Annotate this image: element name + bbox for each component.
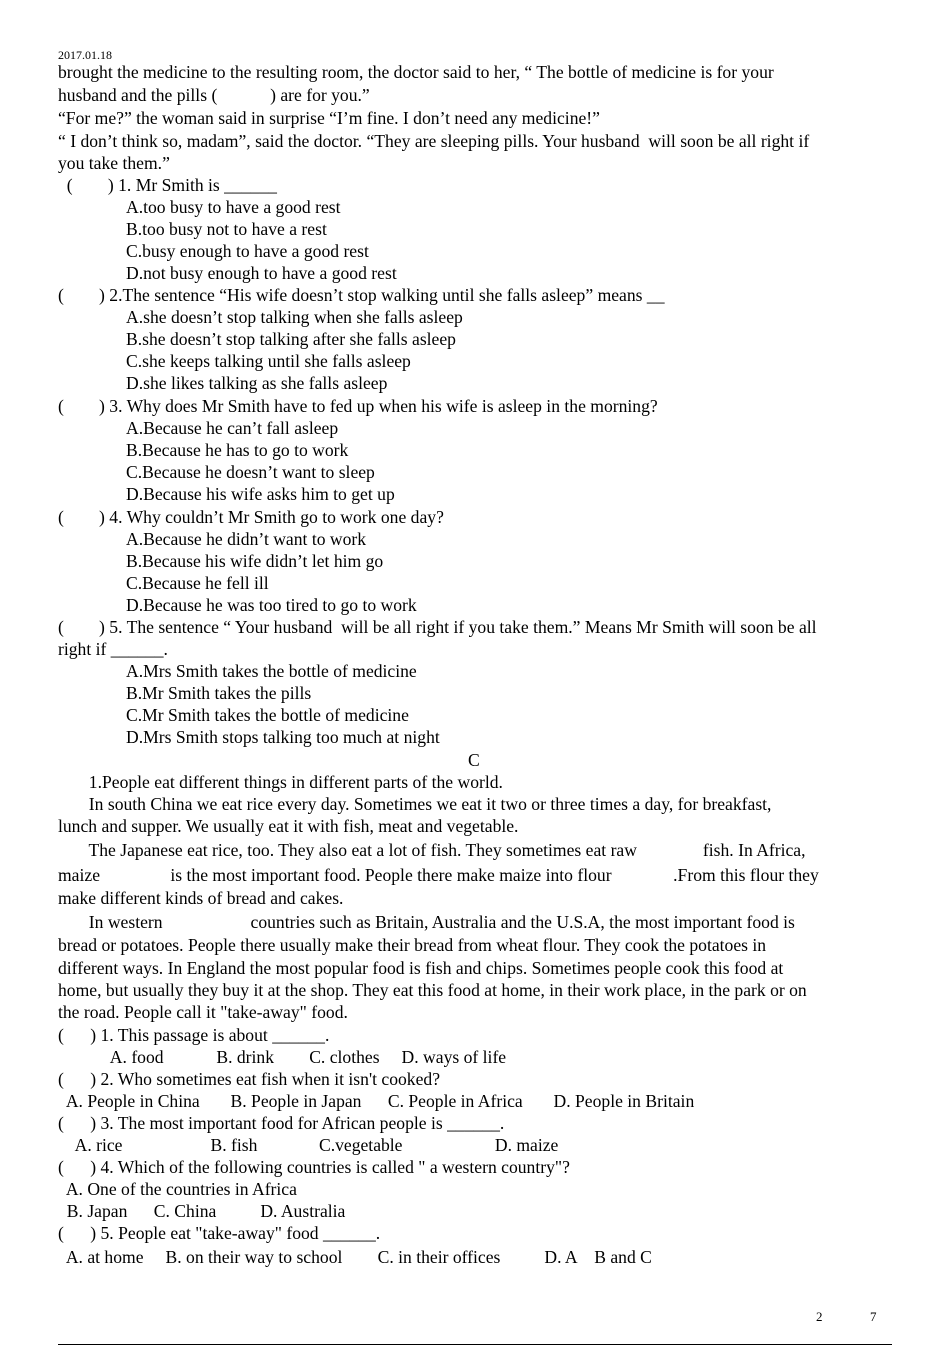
question-line: A. food B. drink C. clothes D. ways of life <box>58 1047 507 1067</box>
section-heading: C <box>468 750 480 770</box>
question-line: ( ) 5. People eat "take-away" food ______. <box>58 1223 381 1243</box>
question-stem: ( ) 2.The sentence “His wife doesn’t stop walking until she falls asleep” means __ <box>58 285 665 305</box>
answer-option: A.Mrs Smith takes the bottle of medicine <box>126 661 417 681</box>
answer-option: C.she keeps talking until she falls asleep <box>126 351 411 371</box>
passage-line: you take them.” <box>58 153 170 173</box>
question-line: A. One of the countries in Africa <box>58 1179 297 1199</box>
passage-line: 1.People eat different things in different parts of the world. <box>58 772 503 792</box>
answer-option: B.Because he has to go to work <box>126 440 349 460</box>
question-line: ( ) 4. Which of the following countries is called " a western country"? <box>58 1157 570 1177</box>
question-line: A. People in China B. People in Japan C. People in Africa D. People in Britain <box>58 1091 695 1111</box>
answer-option: A.Because he can’t fall asleep <box>126 418 339 438</box>
answer-option: A.she doesn’t stop talking when she falls asleep <box>126 307 463 327</box>
question-stem: ( ) 1. Mr Smith is ______ <box>58 175 277 195</box>
answer-option: B.Mr Smith takes the pills <box>126 683 312 703</box>
passage-line: In western countries such as Britain, Australia and the U.S.A, the most important food is <box>58 912 795 932</box>
answer-option: D.Mrs Smith stops talking too much at night <box>126 727 440 747</box>
answer-option: D.Because he was too tired to go to work <box>126 595 417 615</box>
passage-line: brought the medicine to the resulting room, the doctor said to her, “ The bottle of medicine is for your <box>58 62 774 82</box>
page-number: 2 <box>816 1309 823 1324</box>
header-date: 2017.01.18 <box>58 48 112 62</box>
question-line: ( ) 1. This passage is about ______. <box>58 1025 330 1045</box>
answer-option: B.she doesn’t stop talking after she falls asleep <box>126 329 456 349</box>
question-stem: ( ) 5. The sentence “ Your husband will be all right if you take them.” Means Mr Smith will soon be all <box>58 617 817 637</box>
answer-option: C.Because he fell ill <box>126 573 269 593</box>
footer-rule <box>58 1344 892 1345</box>
question-line: A. at home B. on their way to school C. in their offices D. A B and C <box>58 1247 652 1267</box>
answer-option: C.busy enough to have a good rest <box>126 241 369 261</box>
question-stem-cont: right if ______. <box>58 639 168 659</box>
question-line: B. Japan C. China D. Australia <box>58 1201 346 1221</box>
answer-option: B.Because his wife didn’t let him go <box>126 551 384 571</box>
passage-line: “ I don’t think so, madam”, said the doctor. “They are sleeping pills. Your husband will soon be all right if <box>58 131 810 151</box>
question-stem: ( ) 4. Why couldn’t Mr Smith go to work one day? <box>58 507 444 527</box>
question-line: A. rice B. fish C.vegetable D. maize <box>58 1135 559 1155</box>
answer-option: D.she likes talking as she falls asleep <box>126 373 388 393</box>
answer-option: C.Because he doesn’t want to sleep <box>126 462 375 482</box>
question-stem: ( ) 3. Why does Mr Smith have to fed up when his wife is asleep in the morning? <box>58 396 658 416</box>
answer-option: A.too busy to have a good rest <box>126 197 341 217</box>
passage-line: lunch and supper. We usually eat it with fish, meat and vegetable. <box>58 816 519 836</box>
answer-option: C.Mr Smith takes the bottle of medicine <box>126 705 409 725</box>
question-line: ( ) 3. The most important food for African people is ______. <box>58 1113 505 1133</box>
answer-option: A.Because he didn’t want to work <box>126 529 367 549</box>
passage-line: the road. People call it "take-away" food. <box>58 1002 348 1022</box>
answer-option: D.not busy enough to have a good rest <box>126 263 397 283</box>
passage-line: “For me?” the woman said in surprise “I’m fine. I don’t need any medicine!” <box>58 108 600 128</box>
passage-line: husband and the pills ( ) are for you.” <box>58 85 370 105</box>
passage-line: home, but usually they buy it at the shop. They eat this food at home, in their work place, in the park or on <box>58 980 807 1000</box>
passage-line: make different kinds of bread and cakes. <box>58 888 344 908</box>
passage-line: bread or potatoes. People there usually make their bread from wheat flour. They cook the potatoes in <box>58 935 767 955</box>
passage-line: In south China we eat rice every day. Sometimes we eat it two or three times a day, for breakfast, <box>58 794 772 814</box>
passage-line: The Japanese eat rice, too. They also eat a lot of fish. They sometimes eat raw fish. In Africa, <box>58 840 806 860</box>
question-line: ( ) 2. Who sometimes eat fish when it isn't cooked? <box>58 1069 441 1089</box>
answer-option: B.too busy not to have a rest <box>126 219 327 239</box>
page-total: 7 <box>870 1309 877 1324</box>
passage-line: different ways. In England the most popular food is fish and chips. Sometimes people cook this food at <box>58 958 784 978</box>
answer-option: D.Because his wife asks him to get up <box>126 484 395 504</box>
passage-line: maize is the most important food. People there make maize into flour .From this flour they <box>58 865 819 885</box>
